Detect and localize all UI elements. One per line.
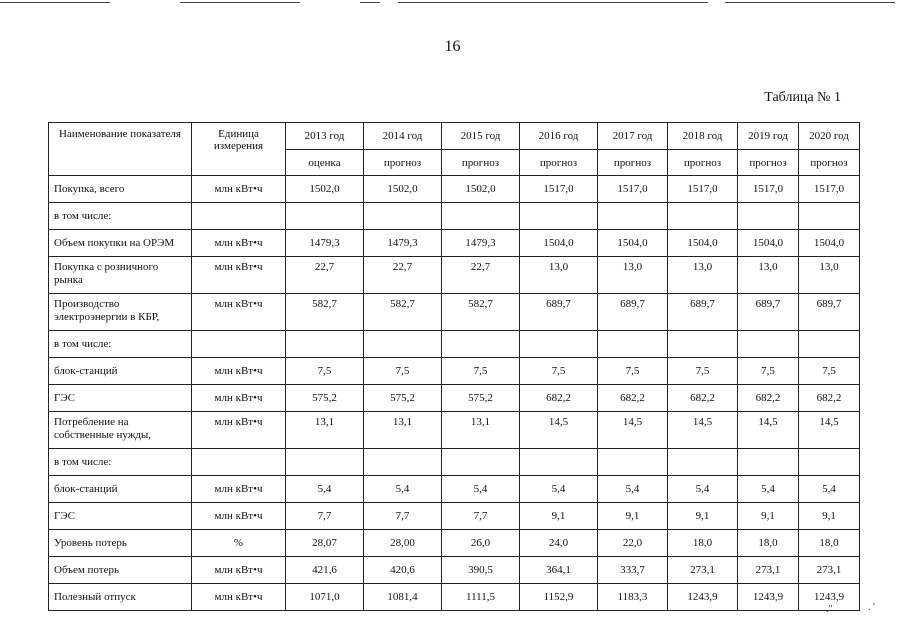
page-number: 16 (444, 38, 461, 55)
row-value: 689,7 (799, 294, 860, 331)
row-unit (192, 331, 286, 358)
row-value: 14,5 (799, 412, 860, 449)
row-value: 7,5 (598, 358, 668, 385)
row-value: 7,5 (738, 358, 799, 385)
row-value: 9,1 (598, 503, 668, 530)
row-name: ГЭС (49, 503, 192, 530)
row-unit: млн кВт•ч (192, 230, 286, 257)
row-value: 13,0 (799, 257, 860, 294)
header-subheader: прогноз (598, 150, 668, 176)
row-unit: млн кВт•ч (192, 412, 286, 449)
row-value: 9,1 (668, 503, 738, 530)
row-value: 682,2 (668, 385, 738, 412)
header-subheader: оценка (286, 150, 364, 176)
row-value: 14,5 (668, 412, 738, 449)
row-value: 1111,5 (442, 584, 520, 611)
row-name: блок-станций (49, 358, 192, 385)
table-row (49, 358, 860, 385)
row-value: 24,0 (520, 530, 598, 557)
row-value: 1479,3 (364, 230, 442, 257)
row-name: Уровень потерь (49, 530, 192, 557)
row-value: 7,7 (442, 503, 520, 530)
row-value: 1243,9 (799, 584, 860, 611)
row-value: 7,5 (364, 358, 442, 385)
table-row (49, 449, 860, 476)
row-value: 22,7 (442, 257, 520, 294)
row-name: в том числе: (49, 331, 192, 358)
row-name: Объем покупки на ОРЭМ (49, 230, 192, 257)
row-value: 7,5 (668, 358, 738, 385)
row-value: 28,00 (364, 530, 442, 557)
row-value: 1517,0 (598, 176, 668, 203)
row-value: 1152,9 (520, 584, 598, 611)
row-value: 1502,0 (364, 176, 442, 203)
header-subheader: прогноз (364, 150, 442, 176)
row-value: 682,2 (799, 385, 860, 412)
row-value (738, 203, 799, 230)
row-unit: % (192, 530, 286, 557)
header-year: 2015 год (442, 123, 520, 150)
row-value: 273,1 (799, 557, 860, 584)
table-row (49, 385, 860, 412)
row-value (668, 449, 738, 476)
row-name: в том числе: (49, 203, 192, 230)
scan-artifact-line (725, 2, 895, 3)
table-row (49, 503, 860, 530)
row-name: Покупка с розничного рынка (49, 257, 192, 294)
header-unit: Единица измерения (192, 123, 286, 176)
row-value: 1517,0 (668, 176, 738, 203)
row-value: 1517,0 (738, 176, 799, 203)
row-value: 1504,0 (738, 230, 799, 257)
header-year: 2014 год (364, 123, 442, 150)
row-value: 14,5 (598, 412, 668, 449)
row-value (442, 331, 520, 358)
table-row (49, 257, 860, 294)
row-value: 5,4 (738, 476, 799, 503)
row-value (520, 449, 598, 476)
row-value: 7,5 (286, 358, 364, 385)
row-unit (192, 203, 286, 230)
row-value: 390,5 (442, 557, 520, 584)
row-value: 420,6 (364, 557, 442, 584)
header-subheader: прогноз (738, 150, 799, 176)
row-value: 22,7 (286, 257, 364, 294)
row-value: 9,1 (520, 503, 598, 530)
header-subheader: прогноз (668, 150, 738, 176)
table-row (49, 294, 860, 331)
row-value: 689,7 (598, 294, 668, 331)
row-unit: млн кВт•ч (192, 176, 286, 203)
row-value: 13,0 (668, 257, 738, 294)
row-unit: млн кВт•ч (192, 385, 286, 412)
row-value: 13,0 (598, 257, 668, 294)
row-name: Полезный отпуск (49, 584, 192, 611)
row-value: 1504,0 (520, 230, 598, 257)
row-value (364, 449, 442, 476)
table-caption: Таблица № 1 (764, 90, 841, 105)
row-value: 1479,3 (286, 230, 364, 257)
scan-artifact-mark: . ' (868, 602, 875, 613)
row-value: 5,4 (520, 476, 598, 503)
row-name: блок-станций (49, 476, 192, 503)
row-unit: млн кВт•ч (192, 257, 286, 294)
row-name: ГЭС (49, 385, 192, 412)
row-value: 689,7 (738, 294, 799, 331)
row-value: 7,5 (442, 358, 520, 385)
row-value: 18,0 (668, 530, 738, 557)
row-value (799, 331, 860, 358)
row-value: 575,2 (286, 385, 364, 412)
row-value: 7,5 (520, 358, 598, 385)
row-name: в том числе: (49, 449, 192, 476)
row-value: 5,4 (286, 476, 364, 503)
row-value (286, 203, 364, 230)
row-value: 22,0 (598, 530, 668, 557)
row-value: 7,7 (364, 503, 442, 530)
row-value (668, 203, 738, 230)
row-value: 682,2 (520, 385, 598, 412)
table-row (49, 203, 860, 230)
scan-artifact-line (0, 2, 110, 3)
row-value: 9,1 (738, 503, 799, 530)
row-value: 333,7 (598, 557, 668, 584)
row-unit: млн кВт•ч (192, 294, 286, 331)
table-row (49, 230, 860, 257)
row-unit (192, 449, 286, 476)
row-value: 575,2 (442, 385, 520, 412)
scan-artifact-line (398, 2, 708, 3)
row-value (442, 449, 520, 476)
row-value: 575,2 (364, 385, 442, 412)
table-row (49, 331, 860, 358)
row-value: 1517,0 (520, 176, 598, 203)
row-value: 1479,3 (442, 230, 520, 257)
row-name: Потребление на собственные нужды, (49, 412, 192, 449)
table-row (49, 476, 860, 503)
row-value: 1071,0 (286, 584, 364, 611)
table-row (49, 530, 860, 557)
row-value: 14,5 (520, 412, 598, 449)
row-value (738, 331, 799, 358)
row-value: 1504,0 (668, 230, 738, 257)
row-value: 14,5 (738, 412, 799, 449)
row-value: 682,2 (738, 385, 799, 412)
row-name: Объем потерь (49, 557, 192, 584)
row-value: 13,1 (286, 412, 364, 449)
row-value: 1517,0 (799, 176, 860, 203)
row-value: 28,07 (286, 530, 364, 557)
row-value: 5,4 (668, 476, 738, 503)
row-value: 26,0 (442, 530, 520, 557)
table-row (49, 584, 860, 611)
table-row (49, 412, 860, 449)
row-name: Покупка, всего (49, 176, 192, 203)
header-subheader: прогноз (799, 150, 860, 176)
row-value (520, 203, 598, 230)
row-value: 1504,0 (799, 230, 860, 257)
row-value (286, 449, 364, 476)
row-value: 1502,0 (442, 176, 520, 203)
row-value (364, 203, 442, 230)
row-value: 1243,9 (668, 584, 738, 611)
row-value: 582,7 (442, 294, 520, 331)
row-value: 7,7 (286, 503, 364, 530)
row-value (668, 331, 738, 358)
row-value: 13,0 (738, 257, 799, 294)
row-value (598, 203, 668, 230)
row-value: 273,1 (668, 557, 738, 584)
header-year: 2013 год (286, 123, 364, 150)
row-value: 421,6 (286, 557, 364, 584)
row-value: 1081,4 (364, 584, 442, 611)
row-value: 13,0 (520, 257, 598, 294)
row-value: 1504,0 (598, 230, 668, 257)
row-value: 1183,3 (598, 584, 668, 611)
scan-artifact-line (180, 2, 300, 3)
row-value: 5,4 (799, 476, 860, 503)
row-unit: млн кВт•ч (192, 358, 286, 385)
row-value: 13,1 (364, 412, 442, 449)
scan-artifact-mark: ." (826, 604, 833, 615)
row-value: 5,4 (442, 476, 520, 503)
row-value: 22,7 (364, 257, 442, 294)
header-year: 2019 год (738, 123, 799, 150)
row-name: Производство электроэнергии в КБР, (49, 294, 192, 331)
header-year: 2016 год (520, 123, 598, 150)
header-name: Наименование показателя (49, 123, 192, 176)
row-value (799, 203, 860, 230)
row-value: 18,0 (799, 530, 860, 557)
table-row (49, 176, 860, 203)
row-value (799, 449, 860, 476)
row-value (598, 331, 668, 358)
row-value (520, 331, 598, 358)
row-unit: млн кВт•ч (192, 584, 286, 611)
row-value: 13,1 (442, 412, 520, 449)
row-unit: млн кВт•ч (192, 557, 286, 584)
scan-artifact-line (360, 2, 380, 3)
data-table (48, 122, 860, 611)
row-value (364, 331, 442, 358)
header-subheader: прогноз (520, 150, 598, 176)
row-value: 689,7 (520, 294, 598, 331)
table-row (49, 557, 860, 584)
row-value: 1502,0 (286, 176, 364, 203)
row-value: 5,4 (598, 476, 668, 503)
row-value: 1243,9 (738, 584, 799, 611)
row-value (286, 331, 364, 358)
row-value: 582,7 (364, 294, 442, 331)
row-value: 364,1 (520, 557, 598, 584)
row-value: 7,5 (799, 358, 860, 385)
header-year: 2017 год (598, 123, 668, 150)
header-year: 2018 год (668, 123, 738, 150)
header-subheader: прогноз (442, 150, 520, 176)
row-unit: млн кВт•ч (192, 503, 286, 530)
row-unit: млн кВт•ч (192, 476, 286, 503)
header-year: 2020 год (799, 123, 860, 150)
row-value: 682,2 (598, 385, 668, 412)
row-value (598, 449, 668, 476)
row-value (442, 203, 520, 230)
row-value (738, 449, 799, 476)
row-value: 273,1 (738, 557, 799, 584)
row-value: 18,0 (738, 530, 799, 557)
row-value: 9,1 (799, 503, 860, 530)
row-value: 689,7 (668, 294, 738, 331)
row-value: 582,7 (286, 294, 364, 331)
row-value: 5,4 (364, 476, 442, 503)
